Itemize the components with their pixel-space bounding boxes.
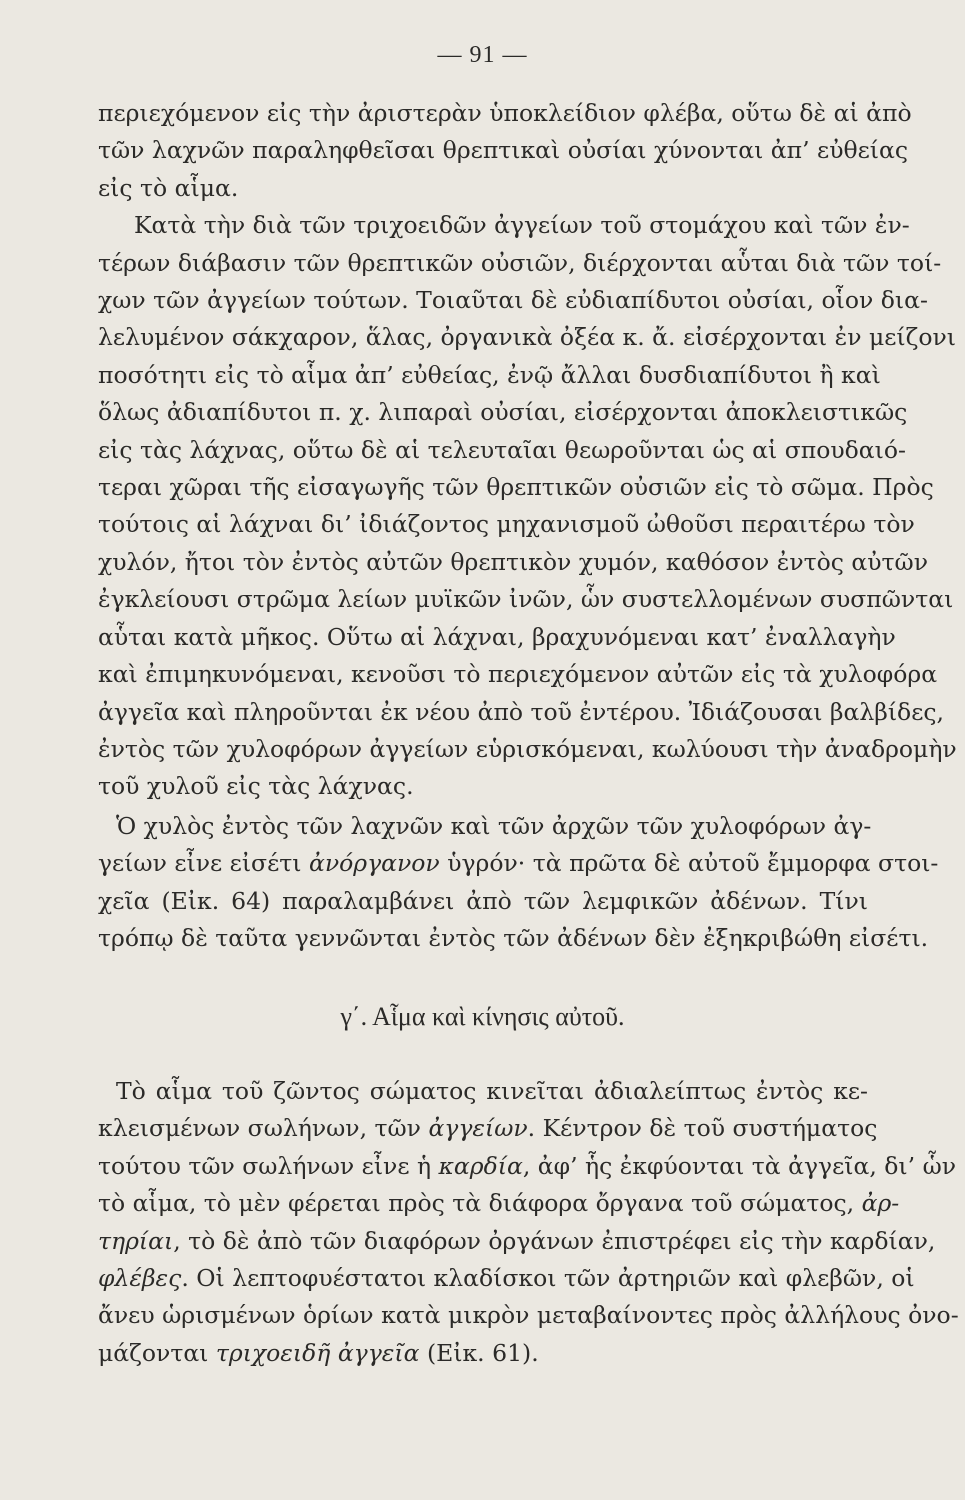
italic-term: τριχοειδῆ ἀγγεῖα [215, 1338, 420, 1367]
text-line: τρόπῳ δὲ ταῦτα γεννῶνται ἐντὸς τῶν ἀδένων δὲν ἐξηκριβώθη εἰσέτι. [98, 924, 929, 953]
text-run: τὸ αἷμα, τὸ μὲν φέρεται πρὸς τὰ διάφορα ὄργανα τοῦ σώματος, [98, 1189, 862, 1218]
text-run: , ἀφ’ ἧς ἐκφύονται τὰ ἀγγεῖα, δι’ ὧν [522, 1151, 957, 1180]
text-line: αὗται κατὰ μῆκος. Οὕτω αἱ λάχναι, βραχυνόμεναι κατ’ ἐναλλαγὴν [98, 622, 896, 651]
text-line: Κατὰ τὴν διὰ τῶν τριχοειδῶν ἀγγείων τοῦ στομάχου καὶ τῶν ἐν- [134, 211, 910, 240]
italic-term: τηρίαι [98, 1226, 174, 1255]
paragraph-block-1 [98, 95, 957, 806]
italic-term: φλέβες [98, 1264, 182, 1293]
text-line: ποσότητι εἰς τὸ αἷμα ἀπ’ εὐθείας, ἐνῷ ἄλλαι δυσδιαπίδυτοι ἢ καὶ [98, 360, 881, 389]
text-line [98, 1223, 936, 1260]
text-line: καὶ ἐπιμηκυνόμεναι, κενοῦσι τὸ περιεχόμενον αὐτῶν εἰς τὰ χυλοφόρα [98, 660, 938, 689]
text-line: τοῦ χυλοῦ εἰς τὰς λάχνας. [98, 772, 414, 801]
text-line [98, 1335, 868, 1372]
text-line: ἐγκλείουσι στρῶμα λείων μυϊκῶν ἰνῶν, ὧν συστελλομένων συσπῶνται [98, 585, 954, 614]
text-run: . Κέντρον δὲ τοῦ συστήματος [527, 1114, 878, 1143]
text-line: Τὸ αἷμα τοῦ ζῶντος σώματος κινεῖται ἀδιαλείπτως ἐντὸς κε- [116, 1077, 868, 1105]
text-line [98, 1148, 957, 1185]
text-line: ἐντὸς τῶν χυλοφόρων ἀγγείων εὑρισκόμεναι, κωλύουσι τὴν ἀναδρομὴν [98, 734, 957, 763]
text-line: ἀγγεῖα καὶ πληροῦνται ἐκ νέου ἀπὸ τοῦ ἐντέρου. Ἰδιάζουσαι βαλβίδες, [98, 697, 945, 726]
text-run: τούτου τῶν σωλήνων εἶνε ἡ [98, 1151, 439, 1180]
text-line: τῶν λαχνῶν παραληφθεῖσαι θρεπτικαὶ οὐσίαι χύνονται ἀπ’ εὐθείας [98, 136, 909, 165]
text-line: περιεχόμενον εἰς τὴν ἀριστερὰν ὑποκλείδιον φλέβα, οὕτω δὲ αἱ ἀπὸ [98, 99, 912, 127]
text-run: (Εἰκ. 61). [419, 1338, 539, 1367]
text-line: χεῖα (Εἰκ. 64) παραλαμβάνει ἀπὸ τῶν λεμφικῶν ἀδένων. Τίνι [98, 886, 868, 915]
text-line: εἰς τὸ αἷμα. [98, 173, 239, 202]
text-line [98, 845, 939, 882]
text-line: ἄνευ ὡρισμένων ὁρίων κατὰ μικρὸν μεταβαίνοντες πρὸς ἀλλήλους ὀνο- [98, 1301, 959, 1330]
text-line [98, 1185, 900, 1222]
text-line: χων τῶν ἀγγείων τούτων. Τοιαῦται δὲ εὐδιαπίδυτοι οὐσίαι, οἷον δια- [98, 286, 928, 315]
text-line: τεραι χῶραι τῆς εἰσαγωγῆς τῶν θρεπτικῶν οὐσιῶν εἰς τὸ σῶμα. Πρὸς [98, 473, 934, 502]
italic-term: ἀρ- [861, 1189, 900, 1218]
italic-term: ἀνόργανον [308, 849, 440, 878]
text-run: . Οἱ λεπτοφυέστατοι κλαδίσκοι τῶν ἀρτηριῶν καὶ φλεβῶν, οἱ [181, 1264, 915, 1293]
text-run: μάζονται [98, 1338, 216, 1367]
text-line: Ὁ χυλὸς ἐντὸς τῶν λαχνῶν καὶ τῶν ἀρχῶν τῶν χυλοφόρων ἀγ- [116, 812, 872, 840]
text-line: τούτοις αἱ λάχναι δι’ ἰδιάζοντος μηχανισμοῦ ὠθοῦσι περαιτέρω τὸν [98, 510, 915, 539]
paragraph-block-2 [98, 808, 939, 958]
section-heading: γ΄. Αἷμα καὶ κίνησις αὐτοῦ. [340, 1002, 625, 1031]
text-line: χυλόν, ἤτοι τὸν ἐντὸς αὐτῶν θρεπτικὸν χυμόν, καθόσον ἐντὸς αὐτῶν [98, 547, 929, 576]
italic-term: ἀγγείων [428, 1114, 528, 1143]
text-run: ὑγρόν· τὰ πρῶτα δὲ αὐτοῦ ἔμμορφα στοι- [439, 849, 939, 878]
text-line: τέρων διάβασιν τῶν θρεπτικῶν οὐσιῶν, διέρχονται αὗται διὰ τῶν τοί- [98, 248, 942, 277]
text-run: , τὸ δὲ ἀπὸ τῶν διαφόρων ὀργάνων ἐπιστρέφει εἰς τὴν καρδίαν, [173, 1226, 936, 1255]
text-line: λελυμένον σάκχαρον, ἅλας, ὀργανικὰ ὀξέα κ. ἄ. εἰσέρχονται ἐν μείζονι [98, 323, 957, 352]
text-line [98, 1260, 915, 1297]
paragraph-block-3 [98, 1073, 959, 1372]
page-number: — 91 — [437, 42, 528, 68]
italic-term: καρδία [438, 1151, 523, 1180]
text-run: κλεισμένων σωλήνων, τῶν [98, 1114, 429, 1143]
text-line: εἰς τὰς λάχνας, οὕτω δὲ αἱ τελευταῖαι θεωροῦνται ὡς αἱ σπουδαιό- [98, 435, 906, 464]
text-line: ὅλως ἀδιαπίδυτοι π. χ. λιπαραὶ οὐσίαι, εἰσέρχονται ἀποκλειστικῶς [98, 398, 908, 427]
text-run: γείων εἶνε εἰσέτι [98, 849, 309, 878]
text-line [98, 1110, 878, 1147]
